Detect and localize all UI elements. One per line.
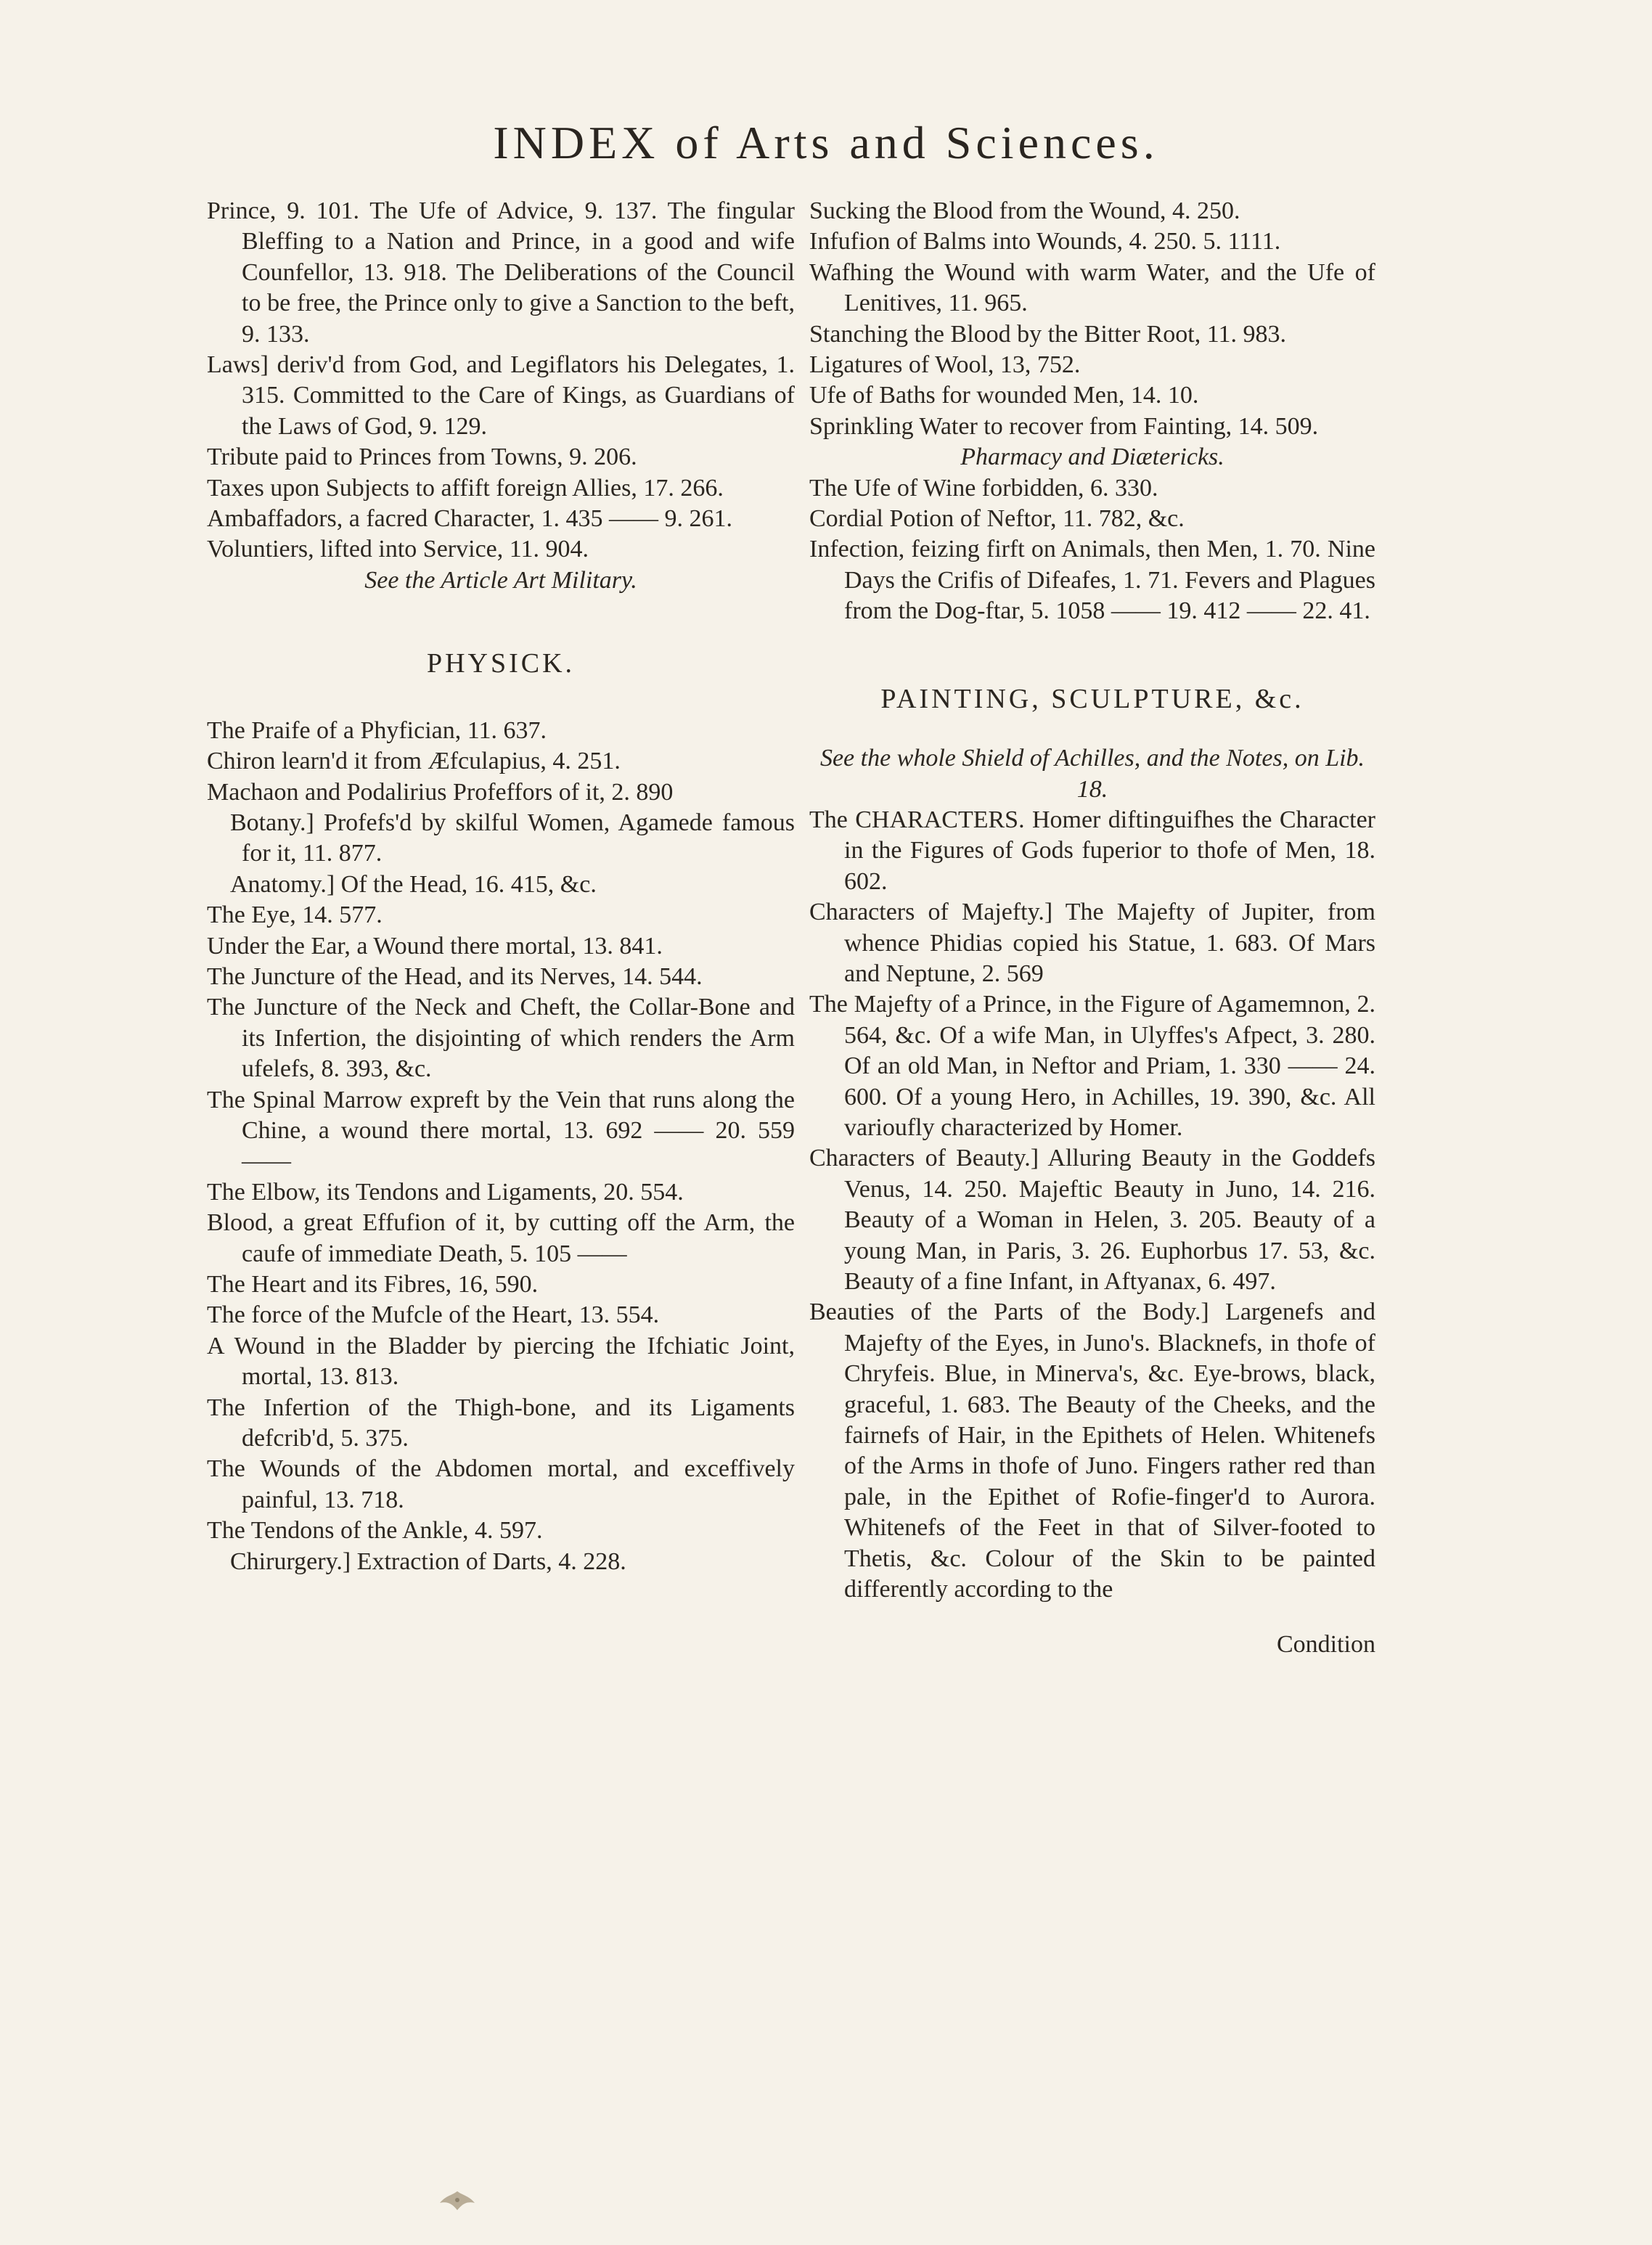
index-entry: The Heart and its Fibres, 16, 590. — [207, 1271, 539, 1298]
index-entry: Chirurgery.] Extraction of Darts, 4. 228. — [230, 1547, 626, 1575]
section-heading-physick: PHYSICK. — [426, 648, 576, 679]
index-entry: The Praife of a Phyfician, 11. 637. — [207, 716, 547, 744]
index-entry: The Eye, 14. 577. — [207, 901, 383, 929]
index-entry: Tribute paid to Princes from Towns, 9. 206. — [207, 443, 637, 471]
index-entry: The force of the Mufcle of the Heart, 13. 554. — [207, 1301, 660, 1329]
index-entry: The Juncture of the Neck and Cheft, the Collar-Bone and its Infertion, the disjointing of which renders the Arm ufelefs, 8. 393, &c. — [207, 994, 795, 1083]
index-entry: The Wounds of the Abdomen mortal, and exceffively painful, 13. 718. — [207, 1455, 795, 1513]
index-entry: The CHARACTERS. Homer diftinguifhes the Character in the Figures of Gods fuperior to thofe of Men, 18. 602. — [809, 806, 1375, 895]
see-also-note: See the Article Art Military. — [364, 566, 637, 594]
index-entry: The Tendons of the Ankle, 4. 597. — [207, 1517, 543, 1545]
index-entry: Characters of Beauty.] Alluring Beauty in the Goddefs Venus, 14. 250. Majeftic Beauty in Juno, 14. 216. Beauty of a Woman in Helen, 3. 205. Beauty of a young Man, in Paris, 3. 26. Euphorbus 17. 53, &c. Beauty of a fine Infant, in Aftyanax, 6. 497. — [809, 1145, 1375, 1295]
index-entry: Ufe of Baths for wounded Men, 14. 10. — [809, 382, 1199, 409]
index-entry: Chiron learn'd it from Æfculapius, 4. 251. — [207, 748, 621, 775]
fleuron-icon — [436, 2188, 479, 2213]
index-entry: Blood, a great Effufion of it, by cutting off the Arm, the caufe of immediate Death, 5. 105 —— — [207, 1209, 795, 1267]
index-entry: Laws] deriv'd from God, and Legiflators his Delegates, 1. 315. Committed to the Care of Kings, as Guardians of the Laws of God, 9. 129. — [207, 351, 795, 440]
index-entry: Characters of Majefty.] The Majefty of Jupiter, from whence Phidias copied his Statue, 1. 683. Of Mars and Neptune, 2. 569 — [809, 899, 1375, 987]
index-entry: Infufion of Balms into Wounds, 4. 250. 5. 1111. — [809, 228, 1281, 255]
index-entry: Infection, feizing firft on Animals, then Men, 1. 70. Nine Days the Crifis of Difeafes, 1. 71. Fevers and Plagues from the Dog-ftar, 5. 1058 —— 19. 412 —— 22. 41. — [809, 536, 1375, 625]
index-entry: Wafhing the Wound with warm Water, and the Ufe of Lenitives, 11. 965. — [809, 258, 1375, 317]
index-entry: The Spinal Marrow expreft by the Vein that runs along the Chine, a wound there mortal, 13. 692 —— 20. 559 —— — [207, 1086, 795, 1175]
index-entry: See the whole Shield of Achilles, and the Notes, on Lib. 18. — [819, 745, 1365, 803]
index-entry: Botany.] Profefs'd by skilful Women, Agamede famous for it, 11. 877. — [230, 809, 795, 867]
index-entry: The Infertion of the Thigh-bone, and its Ligaments defcrib'd, 5. 375. — [207, 1394, 795, 1452]
catchword: Condition — [1276, 1631, 1375, 1659]
section-heading-painting: PAINTING, SCULPTURE, &c. — [880, 683, 1304, 714]
index-entry: Anatomy.] Of the Head, 16. 415, &c. — [230, 870, 597, 898]
index-entry: Sucking the Blood from the Wound, 4. 250. — [809, 197, 1240, 224]
index-entry: The Juncture of the Head, and its Nerves, 14. 544. — [207, 962, 703, 990]
index-entry: Prince, 9. 101. The Ufe of Advice, 9. 137. The fingular Bleffing to a Nation and Prince, in a good and wife Counfellor, 13. 918. The Deliberations of the Council to be free, the Prince only to give a Sanction to the beft, 9. 133. — [207, 197, 795, 348]
right-column — [809, 196, 1375, 1685]
left-column — [207, 196, 795, 1577]
index-entry: Taxes upon Subjects to affift foreign Allies, 17. 266. — [207, 474, 724, 502]
page-header: INDEX of Arts and Sciences. — [493, 117, 1159, 168]
index-entry: Under the Ear, a Wound there mortal, 13. 841. — [207, 932, 663, 960]
index-entry: The Majefty of a Prince, in the Figure of Agamemnon, 2. 564, &c. Of a wife Man, in Ulyffes's Afpect, 3. 280. Of an old Man, in Neftor and Priam, 1. 330 —— 24. 600. Of a young Hero, in Achilles, 19. 390, &c. All varioufly characterized by Homer. — [809, 991, 1375, 1141]
index-entry: Stanching the Blood by the Bitter Root, 11. 983. — [809, 320, 1286, 348]
sub-heading-pharmacy: Pharmacy and Diætericks. — [960, 443, 1224, 471]
index-entry: Ambaffadors, a facred Character, 1. 435 —— 9. 261. — [207, 505, 733, 533]
index-entry: Voluntiers, lifted into Service, 11. 904. — [207, 536, 589, 563]
index-entry: Machaon and Podalirius Profeffors of it, 2. 890 — [207, 778, 674, 806]
index-entry: The Elbow, its Tendons and Ligaments, 20. 554. — [207, 1178, 684, 1206]
index-entry: The Ufe of Wine forbidden, 6. 330. — [809, 474, 1158, 502]
index-entry: Beauties of the Parts of the Body.] Largenefs and Majefty of the Eyes, in Juno's. Blacknefs, in thofe of Chryfeis. Blue, in Minerva's, &c. Eye-brows, black, graceful, 1. 683. The Beauty of the Cheeks, and the fairnefs of Hair, in the Epithets of Helen. Whitenefs of the Arms in thofe of Juno. Fingers rather red than pale, in the Epithet of Rofie-finger'd to Aurora. Whitenefs of the Feet in that of Silver-footed to Thetis, &c. Colour of the Skin to be painted differently according to the — [809, 1299, 1375, 1603]
index-entry: Cordial Potion of Neftor, 11. 782, &c. — [809, 505, 1185, 533]
index-entry: Sprinkling Water to recover from Fainting, 14. 509. — [809, 412, 1319, 440]
index-entry: A Wound in the Bladder by piercing the Ifchiatic Joint, mortal, 13. 813. — [207, 1332, 795, 1391]
index-entry: Ligatures of Wool, 13, 752. — [809, 351, 1081, 379]
